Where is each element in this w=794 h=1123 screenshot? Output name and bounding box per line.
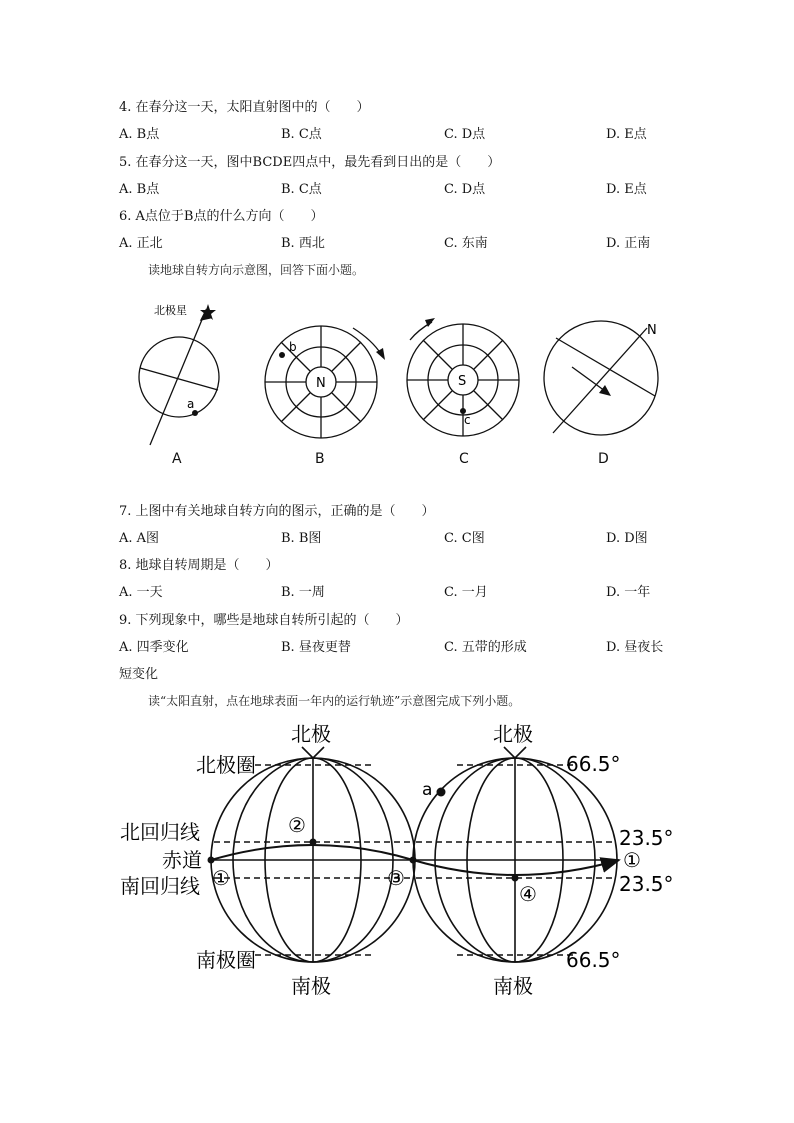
q8-option-b: B. 一周 (281, 585, 325, 600)
point-b-dot (279, 352, 285, 358)
q4-option-d: D. E点 (606, 127, 647, 142)
north-label: N (316, 376, 326, 391)
tropic-cancer-label: 北回归线 (120, 820, 200, 844)
question-4-stem: 4. 在春分这一天，太阳直射图中的（ ） (119, 100, 370, 115)
marker-3-label: ③ (387, 866, 405, 890)
q7-option-b: B. B图 (281, 531, 322, 546)
q8-option-d: D. 一年 (606, 585, 651, 600)
south-pole-left-label: 南极 (291, 974, 331, 998)
point-c-label: c (464, 413, 471, 427)
caption-d: D (598, 451, 609, 467)
q9-option-a: A. 四季变化 (119, 640, 189, 655)
q6-option-b: B. 西北 (281, 236, 325, 251)
point-a-dot (437, 788, 446, 797)
south-label: S (458, 374, 467, 389)
north-pole-right-label: 北极 (493, 722, 533, 746)
south-pole-right-label: 南极 (493, 974, 533, 998)
q5-option-c: C. D点 (444, 182, 486, 197)
caption-c: C (459, 451, 469, 467)
question-9-stem: 9. 下列现象中，哪些是地球自转所引起的（ ） (119, 613, 409, 628)
tropic-capricorn-label: 南回归线 (120, 874, 200, 898)
polaris-label: 北极星 (154, 304, 187, 317)
question-6-stem: 6. A点位于B点的什么方向（ ） (119, 209, 324, 224)
arrow-d-icon (599, 385, 611, 396)
q7-option-c: C. C图 (444, 531, 485, 546)
q5-option-a: A. B点 (119, 182, 160, 197)
q4-option-c: C. D点 (444, 127, 486, 142)
diagram-d (544, 321, 658, 435)
q7-option-d: D. D图 (606, 531, 648, 546)
question-5-stem: 5. 在春分这一天，图中BCDE四点中，最先看到日出的是（ ） (119, 155, 501, 170)
point-3-dot (410, 857, 417, 864)
q5-option-d: D. E点 (606, 182, 647, 197)
caption-b: B (315, 451, 325, 467)
arctic-circle-label: 北极圈 (196, 753, 256, 777)
point-1-dot (208, 857, 215, 864)
left-globe (211, 758, 415, 962)
equator-label: 赤道 (162, 848, 202, 872)
q6-option-d: D. 正南 (606, 236, 651, 251)
q5-option-b: B. C点 (281, 182, 322, 197)
marker-1-left-label: ① (212, 866, 230, 890)
point-2-dot (310, 839, 317, 846)
intro-sun-path: 读“太阳直射，点在地球表面一年内的运行轨迹”示意图完成下列小题。 (148, 694, 521, 708)
question-7-stem: 7. 上图中有关地球自转方向的图示，正确的是（ ） (119, 504, 435, 519)
lat-23-5-south-label: 23.5° (619, 872, 674, 896)
q6-option-c: C. 东南 (444, 236, 488, 251)
q8-option-c: C. 一月 (444, 585, 488, 600)
q9-option-b: B. 昼夜更替 (281, 640, 351, 655)
point-b-label: b (289, 340, 297, 354)
north-outer-label: N (647, 323, 657, 338)
lat-23-5-north-label: 23.5° (619, 826, 674, 850)
marker-4-label: ④ (519, 882, 537, 906)
lat-66-5-north-label: 66.5° (566, 752, 621, 776)
antarctic-circle-label: 南极圈 (196, 948, 256, 972)
marker-1-right-label: ① (623, 848, 641, 872)
q9-option-d: D. 昼夜长 (606, 640, 664, 655)
q8-option-a: A. 一天 (119, 585, 163, 600)
q7-option-a: A. A图 (119, 531, 160, 546)
q6-option-a: A. 正北 (119, 236, 163, 251)
intro-rotation: 读地球自转方向示意图，回答下面小题。 (148, 263, 365, 277)
q4-option-b: B. C点 (281, 127, 322, 142)
rotation-figure (0, 290, 794, 480)
point-4-dot (512, 875, 519, 882)
marker-2-label: ② (288, 813, 306, 837)
point-a-label: a (187, 397, 195, 411)
question-8-stem: 8. 地球自转周期是（ ） (119, 558, 279, 573)
diagram-a (139, 310, 219, 445)
north-pole-left-label: 北极 (291, 722, 331, 746)
caption-a: A (172, 451, 182, 467)
q4-option-a: A. B点 (119, 127, 160, 142)
q9-option-c: C. 五带的形成 (444, 640, 527, 655)
q9-option-d-continuation: 短变化 (119, 667, 159, 682)
point-a-label: a (422, 780, 433, 800)
lat-66-5-south-label: 66.5° (566, 948, 621, 972)
sun-path-figure (0, 715, 794, 1010)
